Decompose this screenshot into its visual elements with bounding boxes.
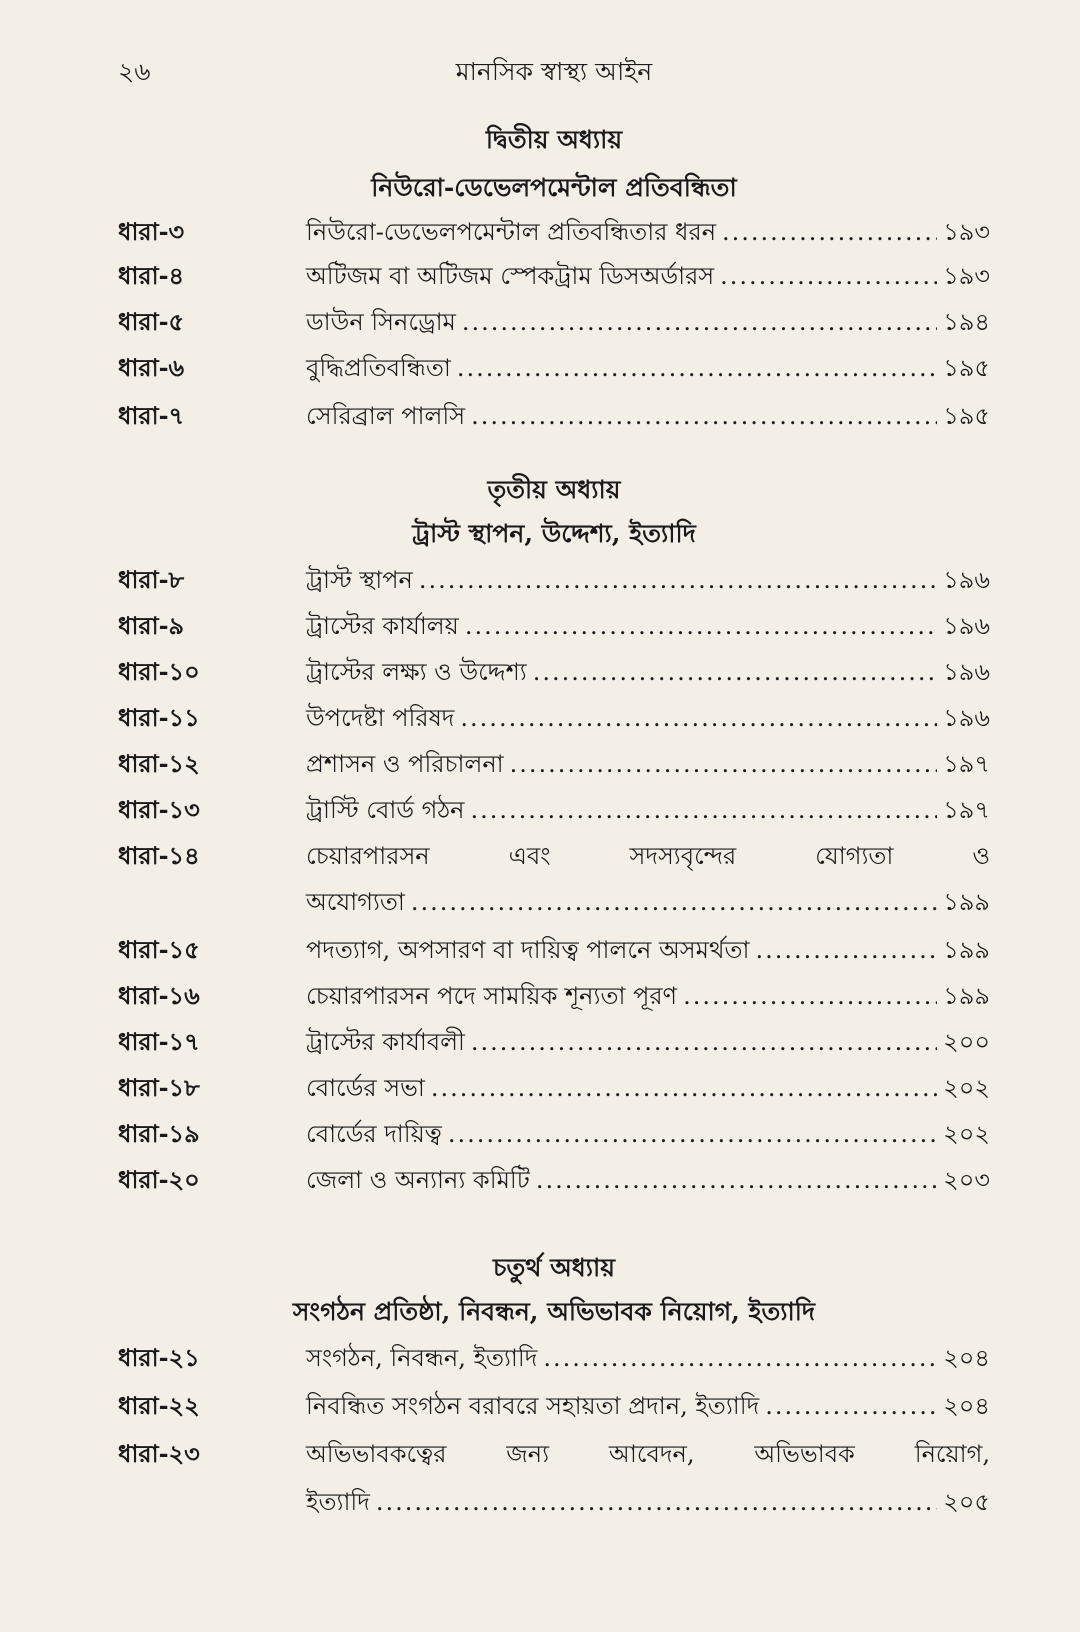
chapter-subtitle: সংগঠন প্রতিষ্ঠা, নিবন্ধন, অভিভাবক নিয়োগ, ইত্যাদি [292,1297,816,1326]
section-number: ধারা-১১ [118,703,200,732]
section-number: ধারা-২০ [118,1165,200,1194]
toc-entry [118,1340,990,1382]
page-ref: ১৯৫ [943,354,990,382]
toc-entry [118,1436,990,1478]
section-title: উপদেষ্টা পরিষদ [306,704,455,732]
toc-entry [118,608,990,650]
section-number: ধারা-২২ [118,1391,200,1420]
leader-dots [448,1120,937,1148]
toc-entry [118,1388,990,1430]
leader-dots [510,750,938,778]
page-ref: ১৯৩ [943,262,990,290]
section-title: প্রশাসন ও পরিচালনা [306,750,504,778]
section-number: ধারা-২৩ [118,1439,200,1468]
section-number: ধারা-১২ [118,749,200,778]
section-number: ধারা-৮ [118,565,185,594]
page-ref: ১৯৯ [943,982,990,1010]
section-title: ট্রাস্ট স্থাপন [306,566,413,594]
section-number: ধারা-১৯ [118,1119,200,1148]
page-ref: ১৯৬ [943,658,990,686]
page-ref: ২০২ [943,1074,990,1102]
section-title: বোর্ডের দায়িত্ব [306,1120,442,1148]
leader-dots [465,612,937,640]
leader-dots [720,262,937,290]
toc-entry [118,700,990,742]
page-ref: ১৯৬ [943,612,990,640]
leader-dots [543,1344,937,1372]
toc-entry [118,258,990,300]
leader-dots [419,566,937,594]
section-title: ট্রাস্টের কার্যাবলী [306,1028,465,1056]
toc-entry [118,1116,990,1158]
toc-entry [118,398,990,440]
section-title: ট্রাস্টের কার্যালয় [306,612,459,640]
page-ref: ২০২ [943,1120,990,1148]
leader-dots [376,1488,937,1516]
section-number: ধারা-১০ [118,657,200,686]
page-ref: ১৯৭ [943,796,990,824]
section-number: ধারা-১৫ [118,935,200,964]
toc-entry-continuation [118,884,990,926]
leader-dots [755,936,937,964]
section-title: জেলা ও অন্যান্য কমিটি [306,1166,530,1194]
toc-entry [118,654,990,696]
section-number: ধারা-৯ [118,611,185,640]
page-ref: ১৯৯ [943,888,990,916]
page-ref: ২০৪ [943,1392,990,1420]
chapter-title: চতুর্থ অধ্যায় [492,1253,616,1282]
leader-dots [431,1074,937,1102]
section-title: চেয়ারপারসন এবং সদস্যবৃন্দের যোগ্যতা ও [306,842,990,870]
toc-entry [118,1162,990,1204]
section-title: নিবন্ধিত সংগঠন বরাবরে সহায়তা প্রদান, ইত্যাদি [306,1392,760,1420]
toc-entry [118,214,990,256]
page-ref: ১৯৪ [943,308,990,336]
section-title-cont: অযোগ্যতা [306,888,405,916]
running-title: মানসিক স্বাস্থ্য আইন [455,57,653,86]
toc-entry [118,838,990,880]
section-title: পদত্যাগ, অপসারণ বা দায়িত্ব পালনে অসমর্থতা [306,936,750,964]
page-ref: ২০০ [943,1028,990,1056]
toc-entry [118,1070,990,1112]
leader-dots [457,354,937,382]
page-ref: ১৯৭ [943,750,990,778]
page-number: ২৬ [118,57,151,86]
section-title: ট্রাস্টের লক্ষ্য ও উদ্দেশ্য [306,658,527,686]
leader-dots [460,704,937,732]
section-title: ডাউন সিনড্রোম [306,308,456,336]
chapter-title: দ্বিতীয় অধ্যায় [485,125,623,154]
section-number: ধারা-৭ [118,401,185,430]
section-number: ধারা-৪ [118,261,185,290]
section-number: ধারা-৩ [118,217,185,246]
chapter-subtitle: ট্রাস্ট স্থাপন, উদ্দেশ্য, ইত্যাদি [412,519,696,548]
section-number: ধারা-৬ [118,353,185,382]
toc-entry [118,350,990,392]
page-ref: ২০৩ [943,1166,990,1194]
section-title-cont: ইত্যাদি [306,1488,370,1516]
page-header [118,52,990,92]
section-number: ধারা-১৪ [118,841,200,870]
toc-entry [118,746,990,788]
toc-entry [118,562,990,604]
toc-entry [118,792,990,834]
section-number: ধারা-১৩ [118,795,200,824]
section-title: অটিজম বা অটিজম স্পেকট্রাম ডিসঅর্ডারস [306,262,715,290]
page-ref: ১৯৬ [943,704,990,732]
leader-dots [536,1166,937,1194]
leader-dots [683,982,937,1010]
section-title: সংগঠন, নিবন্ধন, ইত্যাদি [306,1344,538,1372]
page-ref: ২০৪ [943,1344,990,1372]
leader-dots [533,658,938,686]
leader-dots [471,796,938,824]
toc-entry [118,932,990,974]
section-title: বুদ্ধিপ্রতিবন্ধিতা [306,354,451,382]
section-title: বোর্ডের সভা [306,1074,425,1102]
leader-dots [471,1028,937,1056]
section-title: চেয়ারপারসন পদে সাময়িক শূন্যতা পূরণ [306,982,678,1010]
section-number: ধারা-১৭ [118,1027,200,1056]
toc-entry [118,1024,990,1066]
section-title: সেরিব্রাল পালসি [306,402,466,430]
leader-dots [462,308,937,336]
section-title: অভিভাবকত্বের জন্য আবেদন, অভিভাবক নিয়োগ, [306,1440,990,1468]
page-ref: ১৯৫ [943,402,990,430]
section-number: ধারা-১৮ [118,1073,200,1102]
page-ref: ২০৫ [943,1488,990,1516]
toc-entry-continuation [118,1484,990,1526]
leader-dots [722,218,937,246]
toc-entry [118,978,990,1020]
section-number: ধারা-২১ [118,1343,200,1372]
page-ref: ১৯৯ [943,936,990,964]
section-title: নিউরো-ডেভেলপমেন্টাল প্রতিবন্ধিতার ধরন [306,218,717,246]
section-title: ট্রাস্টি বোর্ড গঠন [306,796,465,824]
leader-dots [765,1392,937,1420]
chapter-subtitle: নিউরো-ডেভেলপমেন্টাল প্রতিবন্ধিতা [371,173,737,202]
page-ref: ১৯৩ [943,218,990,246]
leader-dots [471,402,937,430]
chapter-title: তৃতীয় অধ্যায় [487,475,621,504]
leader-dots [411,888,937,916]
section-number: ধারা-৫ [118,307,185,336]
page-ref: ১৯৬ [943,566,990,594]
section-number: ধারা-১৬ [118,981,200,1010]
toc-entry [118,304,990,346]
